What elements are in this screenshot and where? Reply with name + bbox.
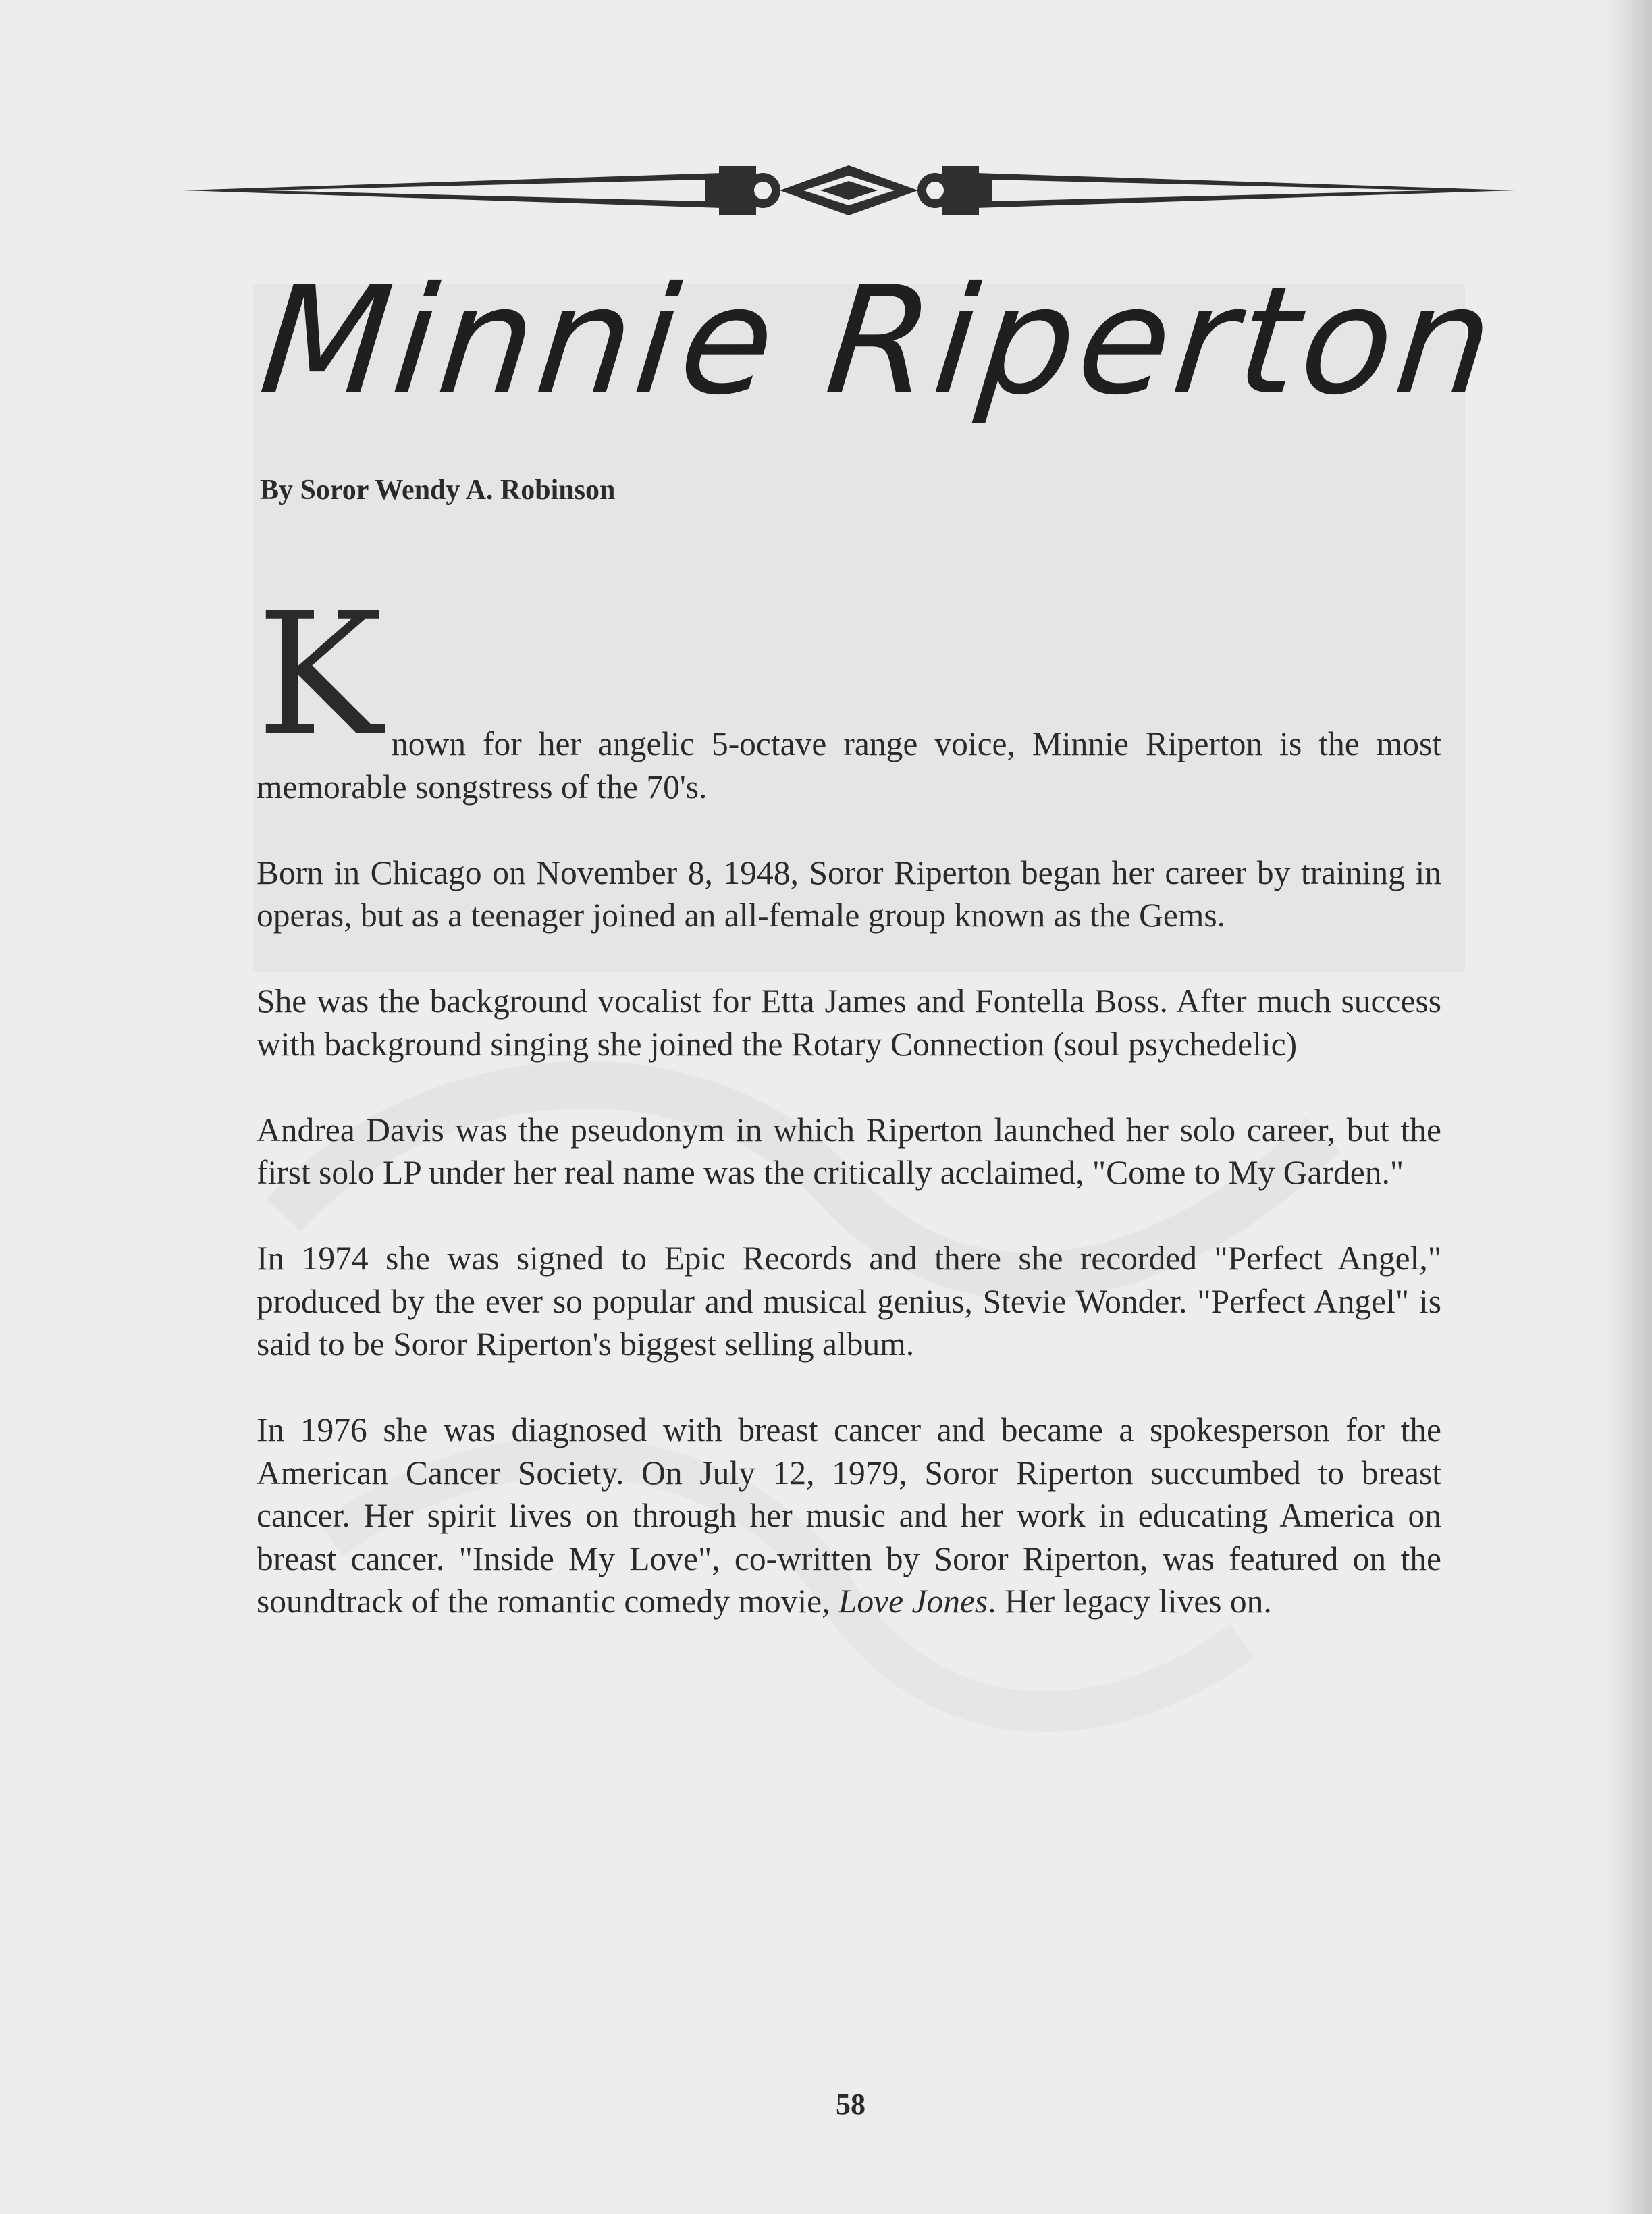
article-title: Minnie Riperton (253, 255, 1505, 427)
paragraph-1 (257, 577, 1441, 808)
paragraph-1-text: nown for her angelic 5-octave range voice, Minnie Riperton is the most memorable songstress of the 70's. (257, 725, 1441, 806)
paragraph-3: She was the background vocalist for Etta James and Fontella Boss. After much success with background singing she joined the Rotary Connection (soul psychedelic) (257, 982, 1441, 1063)
page-edge-shadow (1605, 0, 1652, 2214)
paragraph-6 (257, 1408, 1441, 1623)
paragraph-6-start: In 1976 she was diagnosed with breast cancer and became a spokesperson for the American Cancer Society. On July 12, 1979, Soror Riperton succumbed to breast cancer. Her spirit lives on through her music and her work in educating America on breast cancer. "Inside My Love", co-written by Soror Riperton, was featured on the soundtrack of the romantic comedy movie, (257, 1411, 1441, 1620)
paragraph-1-text-wrapper (257, 594, 1441, 808)
decorative-divider-icon (182, 162, 1516, 219)
drop-cap: K (257, 577, 383, 773)
paragraph-4: Andrea Davis was the pseudonym in which Riperton launched her solo career, but the first solo LP under her real name was the critically acclaimed, "Come to My Garden." (257, 1111, 1441, 1191)
article-body (257, 577, 1441, 1666)
paragraph-5: In 1974 she was signed to Epic Records and there she recorded "Perfect Angel," produced by the ever so popular and musical genius, Stevie Wonder. "Perfect Angel" is said to be Soror Riperton's biggest selling album. (257, 1240, 1441, 1363)
paragraph-6-end: . Her legacy lives on. (988, 1583, 1272, 1620)
byline: By Soror Wendy A. Robinson (260, 475, 616, 506)
movie-title: Love Jones (838, 1583, 988, 1620)
paragraph-2: Born in Chicago on November 8, 1948, Soror Riperton began her career by training in operas, but as a teenager joined an all-female group known as the Gems. (257, 853, 1441, 934)
page-number: 58 (836, 2088, 865, 2121)
